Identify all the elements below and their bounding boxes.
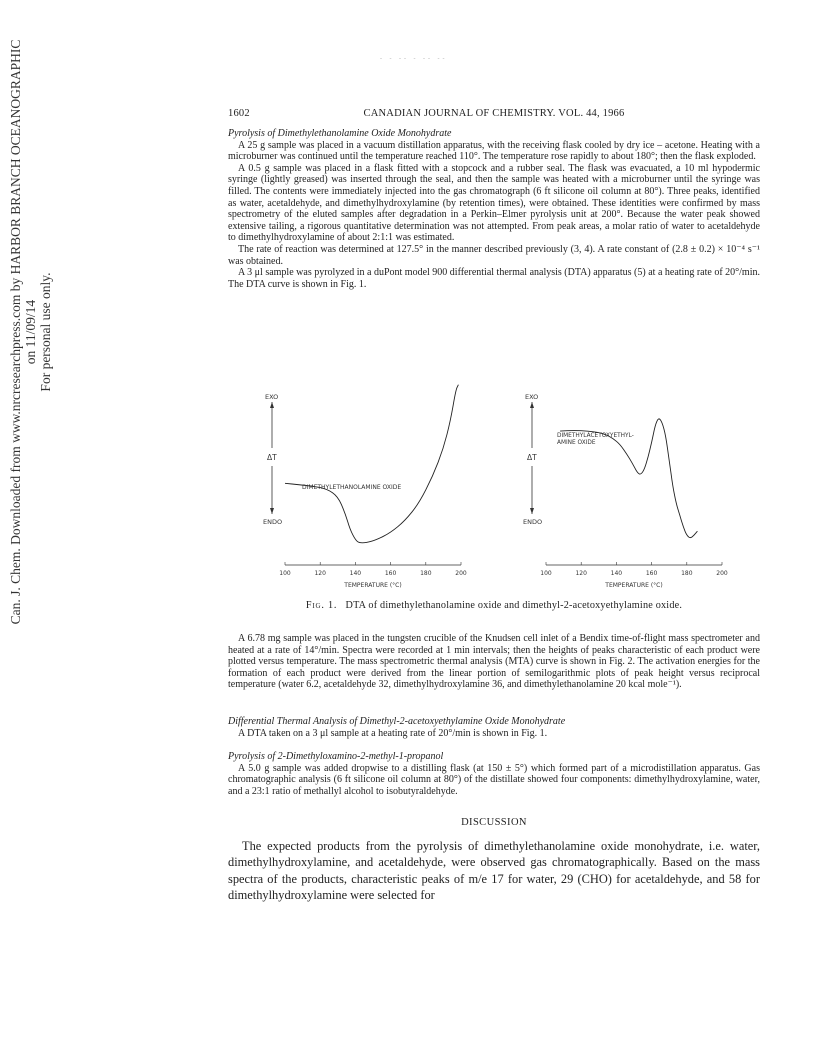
x-tick-label: 160 <box>384 570 397 577</box>
paragraph: A 3 μl sample was pyrolyzed in a duPont model 900 differential thermal analysis (DTA) apparatus (5) at a heating rate of 20°/min. The DTA curve is shown in Fig. 1. <box>228 267 760 290</box>
right-series-label-line-1: DIMETHYLACETOXYETHYL- <box>557 433 634 439</box>
x-tick-label: 100 <box>279 570 291 577</box>
x-tick-label: 200 <box>455 570 467 577</box>
running-title: CANADIAN JOURNAL OF CHEMISTRY. VOL. 44, 1966 <box>363 108 625 119</box>
paragraph: A 5.0 g sample was added dropwise to a distilling flask (at 150 ± 5°) which formed part of a microdistillation apparatus. Gas chromatographic analysis (6 ft silicone oil column at 80°) of the distillate showed four components: dimethylhydroxylamine, water, and a 23:1 ratio of methallyl alcohol to isobutyraldehyde. <box>228 762 760 797</box>
right-exo-arrow-head <box>530 402 534 408</box>
right-x-axis-label: TEMPERATURE (°C) <box>605 582 663 589</box>
download-stamp-line-2: For personal use only. <box>38 272 53 392</box>
left-exo-arrow-head <box>270 402 274 408</box>
left-series-line <box>285 385 458 543</box>
x-tick-label: 160 <box>645 570 658 577</box>
figure-caption-text: DTA of dimethylethanolamine oxide and dimethyl-2-acetoxyethylamine oxide. <box>345 600 683 611</box>
running-header <box>228 108 760 122</box>
paragraph: The rate of reaction was determined at 127.5° in the manner described previously (3, 4). A rate constant of (2.8 ± 0.2) × 10⁻⁴ s⁻¹ was obtained. <box>228 243 760 267</box>
figure-1 <box>255 340 745 605</box>
left-endo-label: ENDO <box>263 518 283 526</box>
download-stamp-line-1: Can. J. Chem. Downloaded from www.nrcresearchpress.com by HARBOR BRANCH OCEANOGRAPHIC on 11/09/14 <box>8 39 38 625</box>
right-delta-t-label: ΔT <box>527 453 537 462</box>
scan-marks: - - -- - -- -- <box>380 56 448 62</box>
x-tick-label: 120 <box>575 570 587 577</box>
right-series-label-line-2: AMINE OXIDE <box>557 440 596 446</box>
x-tick-label: 180 <box>420 570 432 577</box>
right-endo-arrow-head <box>530 508 534 514</box>
x-tick-label: 200 <box>716 570 728 577</box>
left-exo-label: EXO <box>265 393 279 401</box>
figure-caption-label: Fig. 1. <box>305 600 338 611</box>
right-x-ticks <box>540 562 728 577</box>
paragraph: A 25 g sample was placed in a vacuum distillation apparatus, with the receiving flask cooled by dry ice – acetone. Heating with a microburner was continued until the temperature reached 110°. The temperature rose rapidly to about 180°; then the flask exploded. <box>228 139 760 163</box>
left-endo-arrow-head <box>270 508 274 514</box>
left-delta-t-label: ΔT <box>267 453 277 462</box>
paragraph: A 0.5 g sample was placed in a flask fitted with a stopcock and a rubber seal. The flask was evacuated, a 10 ml hypodermic syringe (lightly greased) was inserted through the seal, and then the sample was heated with a microburner until the syringe was filled. The contents were immediately injected into the gas chromatograph (6 ft silicone oil column at 80°). Three peaks, identified as water, acetaldehyde, and dimethylhydroxylamine (by retention times), were obtained. These identities were confirmed by mass spectrometry of the eluted samples after degradation in a Perkin–Elmer pyrolysis unit at 200°. Because the water peak showed extensive tailing, a rigorous quantitative determination was not attempted. From peak areas, a molar ratio of water to acetaldehyde to dimethylhydroxylamine of about 2:1:1 was estimated. <box>228 162 760 244</box>
x-tick-label: 120 <box>314 570 326 577</box>
left-x-ticks <box>279 562 467 577</box>
discussion-heading: DISCUSSION <box>461 817 527 828</box>
x-tick-label: 140 <box>610 570 623 577</box>
paragraph: A DTA taken on a 3 μl sample at a heating rate of 20°/min is shown in Fig. 1. <box>238 727 548 739</box>
figure-caption <box>228 600 760 611</box>
discussion-body <box>228 838 760 903</box>
left-x-axis-label: TEMPERATURE (°C) <box>344 582 402 589</box>
section-dta-acetoxy <box>228 716 760 739</box>
section-pyrolysis-dmeao <box>228 128 760 290</box>
x-tick-label: 140 <box>349 570 362 577</box>
page-number: 1602 <box>228 108 250 119</box>
left-series-label: DIMETHYLETHANOLAMINE OXIDE <box>302 484 402 491</box>
discussion-paragraph: The expected products from the pyrolysis of dimethylethanolamine oxide monohydrate, i.e. water, dimethylhydroxylamine, and acetaldehyde, were observed gas chromatographically. Based on the mass spectra of the products, characteristic peaks of m/e 17 for water, 29 (CHO) for acetaldehyde, and 58 for dimethylhydroxylamine were selected for <box>228 839 760 902</box>
section-heading: Differential Thermal Analysis of Dimethyl-2-acetoxyethylamine Oxide Monohydrate <box>228 716 566 727</box>
x-tick-label: 180 <box>681 570 693 577</box>
section-mta <box>228 633 760 691</box>
right-series-label <box>557 433 636 446</box>
right-endo-label: ENDO <box>523 518 543 526</box>
download-stamp <box>0 0 53 1056</box>
right-exo-label: EXO <box>525 393 539 401</box>
dta-figure <box>255 340 745 602</box>
section-pyrolysis-propanol <box>228 751 760 797</box>
section-heading: Pyrolysis of 2-Dimethyloxamino-2-methyl-1-propanol <box>228 751 444 762</box>
section-heading: Pyrolysis of Dimethylethanolamine Oxide Monohydrate <box>228 128 452 139</box>
paragraph: A 6.78 mg sample was placed in the tungsten crucible of the Knudsen cell inlet of a Bendix time-of-flight mass spectrometer and heated at a rate of 14°/min. Spectra were recorded at 1 min intervals; then the heights of peaks characteristic of each product were plotted versus temperature. The mass spectrometric thermal analysis (MTA) curve is shown in Fig. 2. The activation energies for the formation of each product were derived from the linear portion of semilogarithmic plots of peak height versus reciprocal temperature (water 6.2, acetaldehyde 32, dimethylhydroxylamine 36, and dimethylethanolamine 20 kcal mole⁻¹). <box>228 633 760 691</box>
x-tick-label: 100 <box>540 570 552 577</box>
